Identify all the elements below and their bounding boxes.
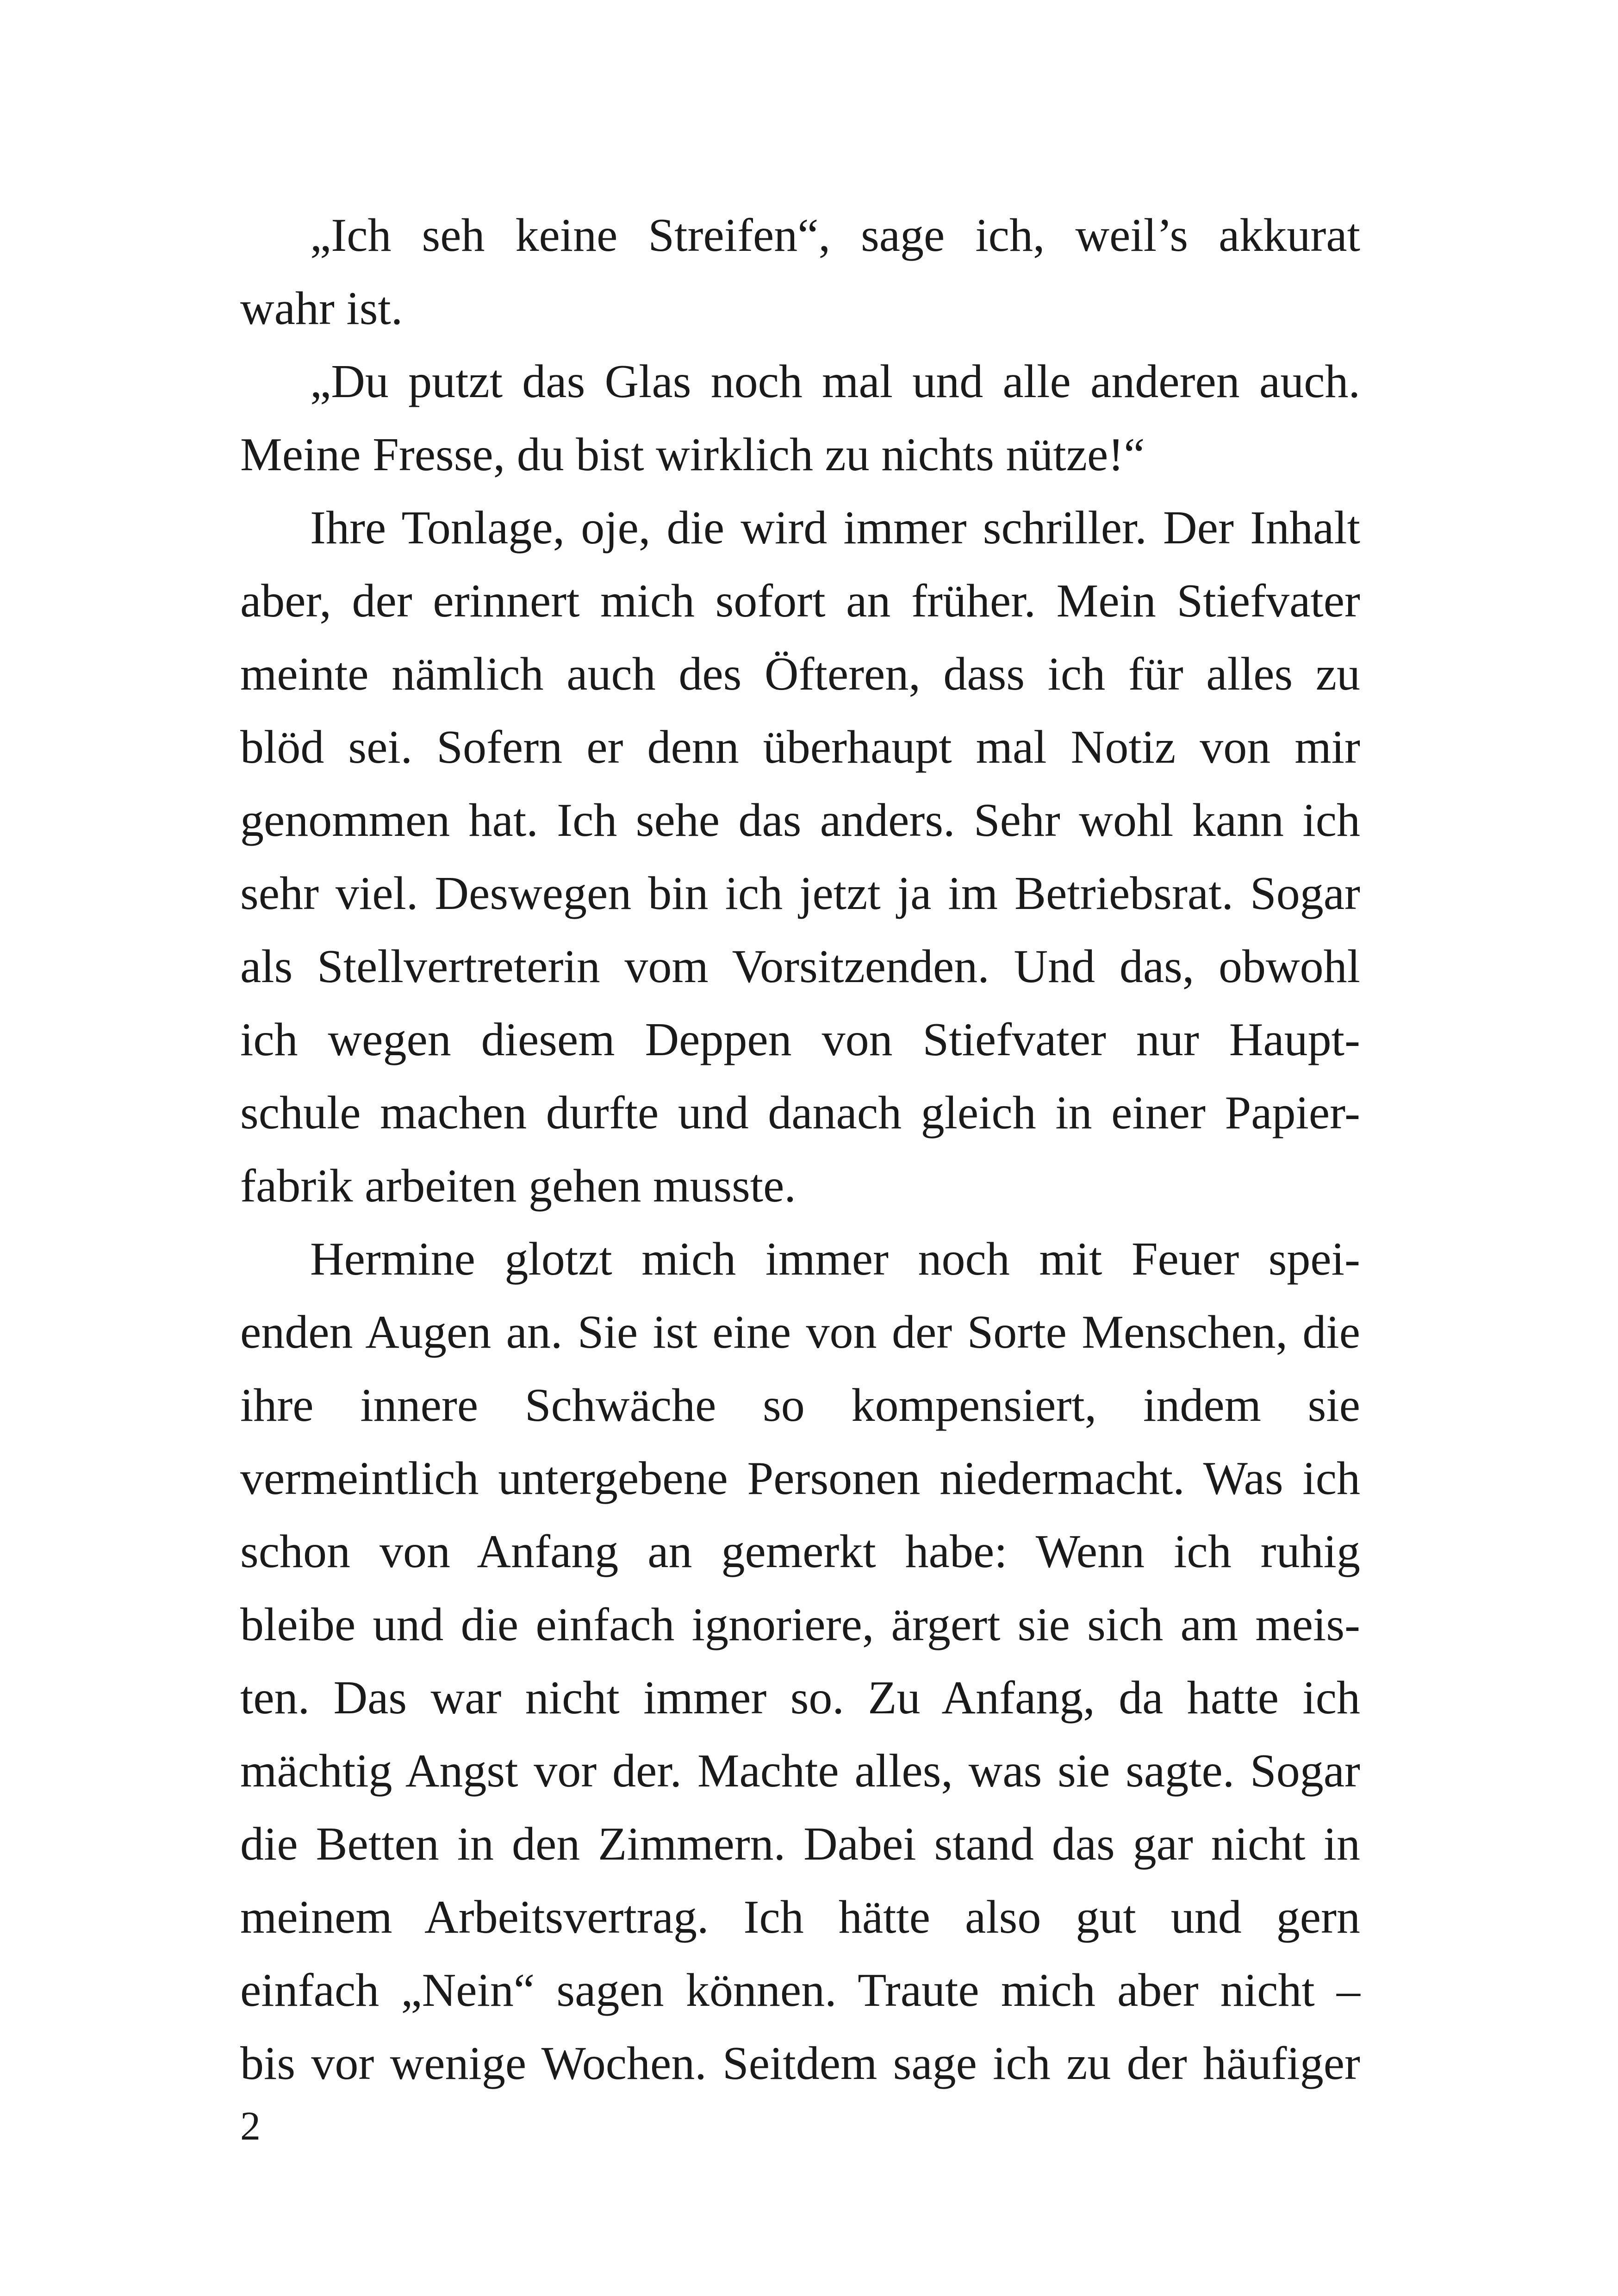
text-line: Meine Fresse, du bist wirklich zu nichts nütze!“ (240, 429, 1145, 481)
text-line: genommen hat. Ich sehe das anders. Sehr wohl kann ich (240, 794, 1360, 846)
text-line: meinte nämlich auch des Öfteren, dass ich für alles zu (240, 648, 1360, 700)
text-line: Hermine glotzt mich immer noch mit Feuer spei- (310, 1233, 1360, 1285)
text-line: einfach „Nein“ sagen können. Traute mich aber nicht – (240, 1964, 1360, 2016)
text-line: als Stellvertreterin vom Vorsitzenden. Und das, obwohl (240, 940, 1360, 993)
text-line: aber, der erinnert mich sofort an früher. Mein Stiefvater (240, 575, 1360, 627)
text-line: ten. Das war nicht immer so. Zu Anfang, da hatte ich (240, 1672, 1360, 1724)
body-text (240, 199, 1360, 2100)
text-line: fabrik arbeiten gehen musste. (240, 1160, 796, 1212)
text-line: vermeintlich untergebene Personen niedermacht. Was ich (240, 1452, 1360, 1505)
text-line: enden Augen an. Sie ist eine von der Sorte Menschen, die (240, 1306, 1360, 1358)
text-line: bleibe und die einfach ignoriere, ärgert sie sich am meis- (240, 1599, 1360, 1651)
text-line: „Ich seh keine Streifen“, sage ich, weil’s akkurat (310, 209, 1360, 261)
page-number: 2 (240, 2104, 261, 2149)
text-line: wahr ist. (240, 282, 403, 335)
text-line: „Du putzt das Glas noch mal und alle anderen auch. (310, 355, 1360, 408)
text-line: blöd sei. Sofern er denn überhaupt mal Notiz von mir (240, 721, 1360, 773)
text-line: ich wegen diesem Deppen von Stiefvater nur Haupt- (240, 1014, 1360, 1066)
text-line: Ihre Tonlage, oje, die wird immer schriller. Der Inhalt (310, 502, 1360, 554)
text-line: schon von Anfang an gemerkt habe: Wenn ich ruhig (240, 1525, 1360, 1578)
text-line: bis vor wenige Wochen. Seitdem sage ich zu der häufiger (240, 2037, 1360, 2090)
text-line: die Betten in den Zimmern. Dabei stand das gar nicht in (240, 1818, 1360, 1870)
text-line: sehr viel. Deswegen bin ich jetzt ja im Betriebsrat. Sogar (240, 867, 1360, 920)
text-line: mächtig Angst vor der. Machte alles, was sie sagte. Sogar (240, 1745, 1360, 1797)
text-line: ihre innere Schwäche so kompensiert, indem sie (240, 1379, 1360, 1431)
text-line: meinem Arbeitsvertrag. Ich hätte also gut und gern (240, 1891, 1360, 1943)
text-line: schule machen durfte und danach gleich in einer Papier- (240, 1087, 1360, 1139)
